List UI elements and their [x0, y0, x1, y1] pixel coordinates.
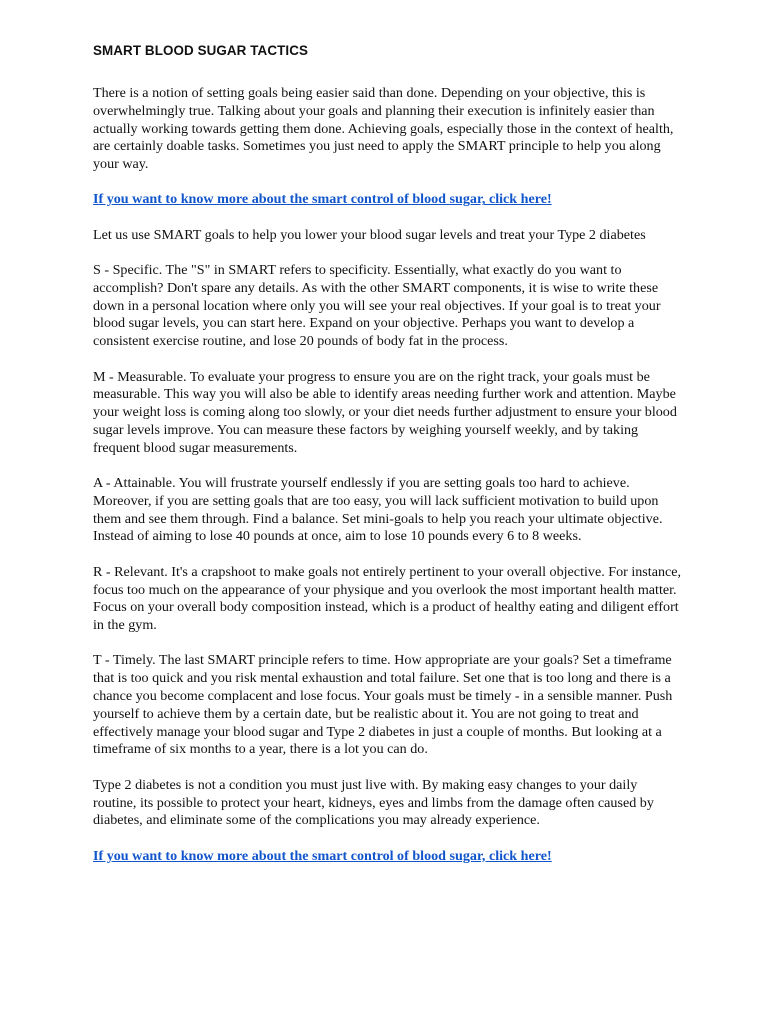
learn-more-link-bottom[interactable]: If you want to know more about the smart control of blood sugar, click here!: [93, 847, 552, 864]
timely-paragraph: T - Timely. The last SMART principle refers to time. How appropriate are your goals? Set a timeframe that is too quick and you risk mental exhaustion and total failure. Set one that is too long and there is a chance you become complacent and lose focus. Your goals must be timely - in a sensible manner. Push yourself to achieve them by a certain date, but be realistic about it. You are not going to treat and effectively manage your blood sugar and Type 2 diabetes in just a couple of months. But looking at a timeframe of six months to a year, there is a lot you can do.: [93, 652, 673, 758]
conclusion-paragraph: Type 2 diabetes is not a condition you must just live with. By making easy changes to your daily routine, its possible to protect your heart, kidneys, eyes and limbs from the damage often caused by diabetes, and eliminate some of the complications you may already experience.: [93, 776, 654, 829]
learn-more-link-top[interactable]: If you want to know more about the smart control of blood sugar, click here!: [93, 191, 552, 208]
specific-paragraph: S - Specific. The "S" in SMART refers to specificity. Essentially, what exactly do you want to accomplish? Don't spare any details. As with the other SMART components, it is wise to write these down in a personal location where only you will see your real objectives. If your goal is to treat your blood sugar levels, you can start here. Expand on your objective. Perhaps you want to develop a consistent exercise routine, and lose 20 pounds of body fat in the process.: [93, 262, 661, 350]
attainable-paragraph: A - Attainable. You will frustrate yourself endlessly if you are setting goals too hard to achieve. Moreover, if you are setting goals that are too easy, you will lack sufficient motivation to build upon them and see them through. Find a balance. Set mini-goals to help you reach your ultimate objective. Instead of aiming to lose 40 pounds at once, aim to lose 10 pounds every 6 to 8 weeks.: [93, 475, 663, 545]
measurable-paragraph: M - Measurable. To evaluate your progress to ensure you are on the right track, your goals must be measurable. This way you will also be able to identify areas needing further work and attention. Maybe your weight loss is coming along too slowly, or your diet needs further adjustment to ensure your blood sugar levels improve. You can measure these factors by weighing yourself weekly, and by taking frequent blood sugar measurements.: [93, 368, 677, 456]
smart-goals-intro-paragraph: Let us use SMART goals to help you lower your blood sugar levels and treat your Type 2 diabetes: [93, 226, 646, 243]
document-title: SMART BLOOD SUGAR TACTICS: [93, 43, 309, 58]
intro-paragraph: There is a notion of setting goals being easier said than done. Depending on your objective, this is overwhelmingly true. Talking about your goals and planning their execution is infinitely easier than actually working towards getting them done. Achieving goals, especially those in the context of health, are certainly doable tasks. Sometimes you just need to apply the SMART principle to help you along your way.: [93, 85, 674, 173]
relevant-paragraph: R - Relevant. It's a crapshoot to make goals not entirely pertinent to your overall objective. For instance, focus too much on the appearance of your physique and you overlook the most important health matter. Focus on your overall body composition instead, which is a product of healthy eating and diligent effort in the gym.: [93, 563, 682, 634]
document-page: [93, 40, 683, 883]
